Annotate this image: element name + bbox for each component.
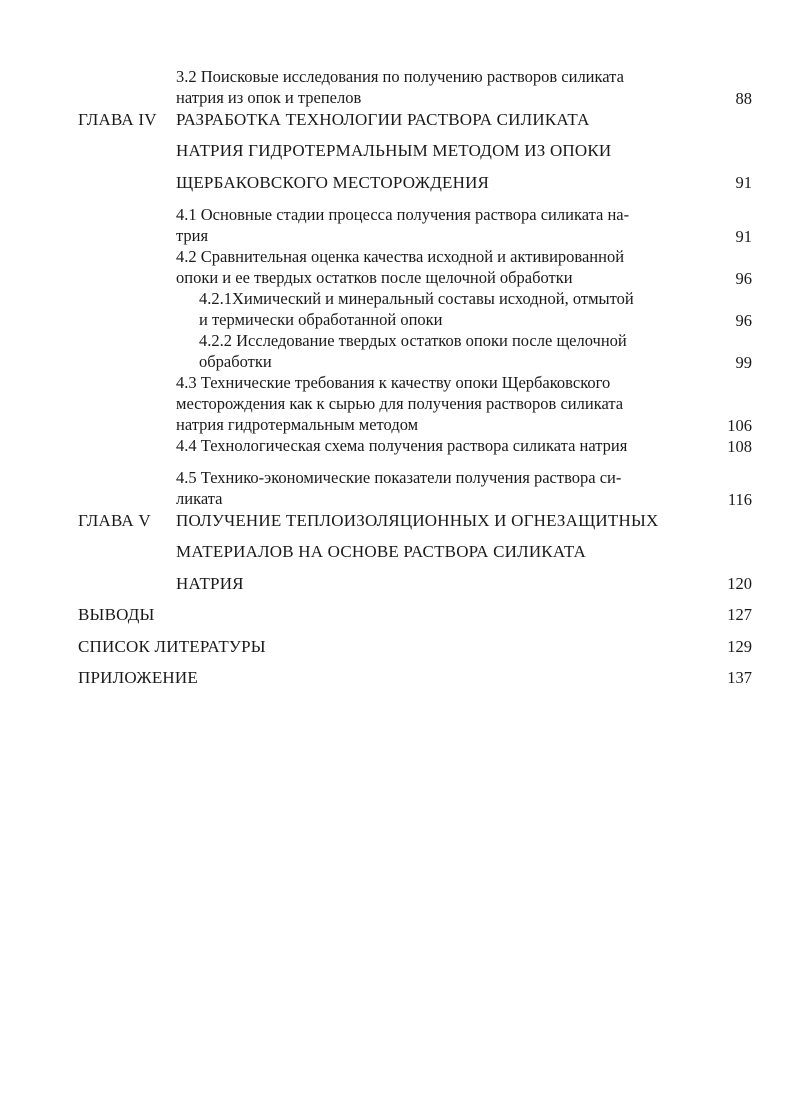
- section-title: ВЫВОДЫ: [78, 605, 155, 624]
- toc-entry-text: ликата: [176, 489, 223, 508]
- chapter-label: ГЛАВА IV: [78, 110, 157, 129]
- toc-page-number: 137: [727, 668, 752, 687]
- toc-entry-text: 4.3 Технические требования к качеству опоки Щербаковского: [176, 373, 611, 392]
- toc-page-number: 91: [735, 173, 752, 192]
- toc-page-number: 91: [735, 227, 752, 246]
- section-title: ПРИЛОЖЕНИЕ: [78, 668, 198, 687]
- toc-entry-text: 4.2 Сравнительная оценка качества исходной и активированной: [176, 247, 625, 266]
- toc-entry-text: 4.2.1Химический и минеральный составы исходной, отмытой: [199, 289, 634, 308]
- chapter-title: НАТРИЯ ГИДРОТЕРМАЛЬНЫМ МЕТОДОМ ИЗ ОПОКИ: [176, 141, 612, 160]
- toc-entry-text: 3.2 Поисковые исследования по получению растворов силиката: [176, 67, 624, 86]
- chapter-title: РАЗРАБОТКА ТЕХНОЛОГИИ РАСТВОРА СИЛИКАТА: [176, 110, 590, 129]
- toc-page-number: 108: [727, 437, 752, 456]
- toc-entry-text: трия: [176, 226, 209, 245]
- toc-entry-text: 4.2.2 Исследование твердых остатков опоки после щелочной: [199, 331, 627, 350]
- toc-entry-text: натрия гидротермальным методом: [176, 415, 419, 434]
- toc-entry-text: обработки: [199, 352, 272, 371]
- toc-entry-text: месторождения как к сырью для получения растворов силиката: [176, 394, 624, 413]
- toc-page-number: 96: [735, 311, 752, 330]
- toc-entry-text: 4.1 Основные стадии процесса получения раствора силиката на-: [176, 205, 630, 224]
- toc-page-number: 120: [727, 574, 752, 593]
- toc-page-number: 99: [735, 353, 752, 372]
- chapter-label: ГЛАВА V: [78, 511, 151, 530]
- toc-page-number: 129: [727, 637, 752, 656]
- toc-page-number: 96: [735, 269, 752, 288]
- chapter-title: МАТЕРИАЛОВ НА ОСНОВЕ РАСТВОРА СИЛИКАТА: [176, 542, 587, 561]
- toc-page-number: 106: [727, 416, 752, 435]
- chapter-title: ПОЛУЧЕНИЕ ТЕПЛОИЗОЛЯЦИОННЫХ И ОГНЕЗАЩИТНЫХ: [176, 511, 659, 530]
- toc-page-number: 127: [727, 605, 752, 624]
- chapter-title: НАТРИЯ: [176, 574, 244, 593]
- chapter-title: ЩЕРБАКОВСКОГО МЕСТОРОЖДЕНИЯ: [176, 173, 490, 192]
- toc-entry-text: натрия из опок и трепелов: [176, 88, 362, 107]
- toc-entry-text: 4.4 Технологическая схема получения раствора силиката натрия: [176, 436, 628, 455]
- toc-entry-text: 4.5 Технико-экономические показатели получения раствора си-: [176, 468, 622, 487]
- toc-entry-text: опоки и ее твердых остатков после щелочной обработки: [176, 268, 573, 287]
- toc-page-number: 116: [727, 490, 752, 509]
- section-title: СПИСОК ЛИТЕРАТУРЫ: [78, 637, 266, 656]
- toc-page-number: 88: [735, 89, 752, 108]
- toc-entry-text: и термически обработанной опоки: [199, 310, 443, 329]
